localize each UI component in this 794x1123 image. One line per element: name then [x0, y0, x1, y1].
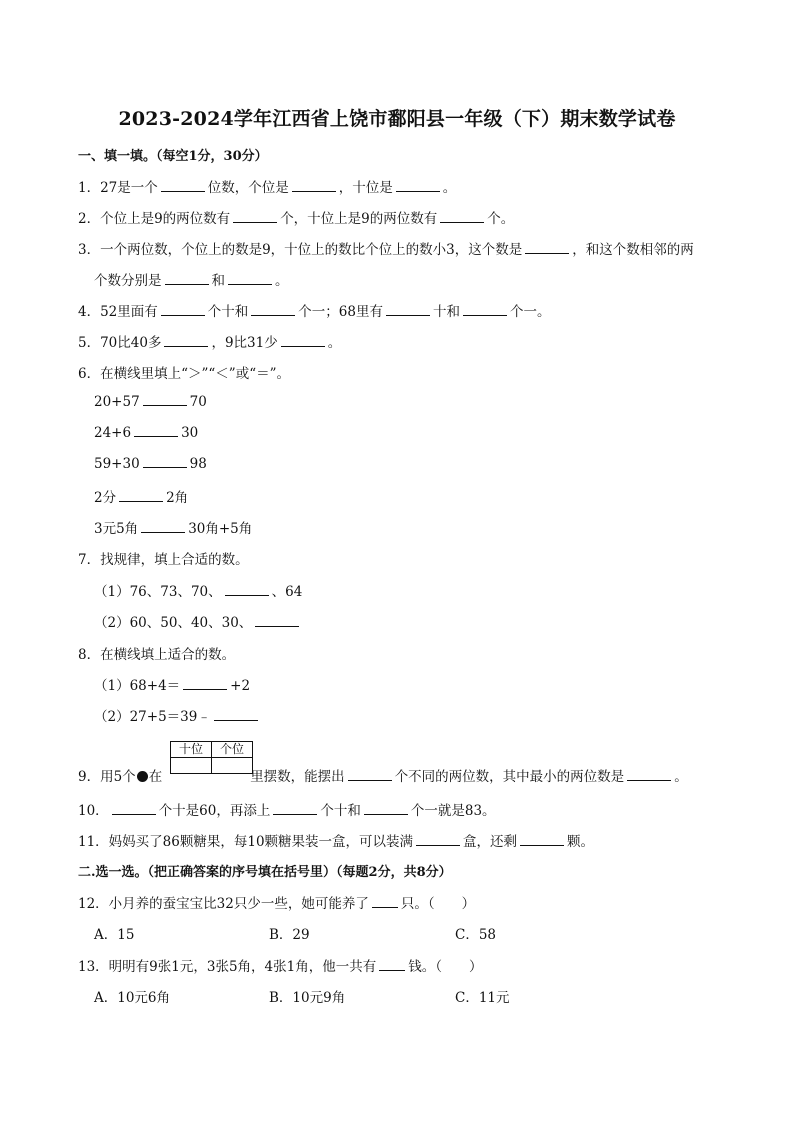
answer-blank[interactable] [386, 303, 430, 316]
option-a[interactable]: A．15 [94, 927, 135, 943]
answer-blank[interactable] [372, 895, 398, 908]
section-1-heading: 一、填一填。（每空1分，30分） [78, 149, 268, 164]
compare-item: 24+6 30 [94, 425, 199, 441]
option-b[interactable]: B．10元9角 [269, 990, 346, 1006]
question-7-title: 7．找规律，填上合适的数。 [78, 552, 249, 568]
option-c[interactable]: C．11元 [455, 990, 510, 1006]
answer-blank[interactable] [255, 614, 299, 627]
answer-blank[interactable] [228, 272, 272, 285]
answer-blank[interactable] [233, 210, 277, 223]
grid-header-tens: 十位 [171, 742, 212, 758]
option-b[interactable]: B．29 [269, 927, 310, 943]
answer-blank[interactable] [463, 303, 507, 316]
answer-blank[interactable] [141, 520, 185, 533]
compare-item: 2分 2角 [94, 490, 189, 506]
answer-blank[interactable] [292, 179, 336, 192]
grid-header-ones: 个位 [212, 742, 253, 758]
answer-blank[interactable] [161, 179, 205, 192]
answer-blank[interactable] [183, 677, 227, 690]
answer-blank[interactable] [364, 802, 408, 815]
answer-blank[interactable] [348, 768, 392, 781]
question-8-title: 8．在横线填上适合的数。 [78, 647, 236, 663]
answer-blank[interactable] [281, 334, 325, 347]
answer-blank[interactable] [525, 241, 569, 254]
question-5: 5．70比40多 ，9比31少 。 [78, 335, 342, 351]
answer-blank[interactable] [134, 424, 178, 437]
question-3: 3．一个两位数，个位上的数是9，十位上的数比个位上的数小3，这个数是 ，和这个数相邻的两 [78, 242, 694, 258]
answer-blank[interactable] [143, 455, 187, 468]
answer-blank[interactable] [520, 833, 564, 846]
answer-blank[interactable] [627, 768, 671, 781]
question-1: 1．27是一个 位数，个位是 ，十位是 。 [78, 180, 457, 196]
answer-blank[interactable] [165, 272, 209, 285]
page-title: 2023-2024学年江西省上饶市鄱阳县一年级（下）期末数学试卷 [118, 108, 676, 130]
equation-item: （2）27+5＝39﹣ [94, 705, 261, 725]
answer-blank[interactable] [225, 583, 269, 596]
answer-blank[interactable] [379, 958, 405, 971]
option-a[interactable]: A．10元6角 [94, 990, 171, 1006]
black-circle-icon [137, 771, 148, 782]
compare-item: 59+30 98 [94, 456, 207, 472]
question-2: 2．个位上是9的两位数有 个，十位上是9的两位数有 个。 [78, 211, 515, 227]
equation-item: （1）68+4＝ +2 [94, 678, 251, 694]
option-c[interactable]: C．58 [455, 927, 497, 943]
answer-blank[interactable] [440, 210, 484, 223]
section-2-heading: 二.选一选。（把正确答案的序号填在括号里）（每题2分，共8分） [78, 865, 452, 880]
answer-blank[interactable] [251, 303, 295, 316]
question-4: 4．52里面有 个十和 个一；68里有 十和 个一。 [78, 304, 551, 320]
question-10: 10． 个十是60，再添上 个十和 个一就是83。 [78, 803, 496, 819]
question-3-cont: 个数分别是 和 。 [94, 273, 289, 289]
pattern-item: （1）76、73、70、 、64 [94, 584, 303, 600]
question-11: 11．妈妈买了86颗糖果，每10颗糖果装一盒，可以装满 盒，还剩 颗。 [78, 834, 595, 850]
answer-blank[interactable] [396, 179, 440, 192]
answer-blank[interactable] [273, 802, 317, 815]
question-12: 12．小月养的蚕宝宝比32只少一些，她可能养了 只。（ ） [78, 896, 476, 912]
question-13: 13．明明有9张1元，3张5角，4张1角，他一共有 钱。（ ） [78, 959, 483, 975]
answer-blank[interactable] [164, 334, 208, 347]
question-6-title: 6．在横线里填上“＞”“＜”或“＝”。 [78, 366, 290, 382]
answer-blank[interactable] [214, 708, 258, 721]
pattern-item: （2）60、50、40、30、 [94, 611, 302, 631]
compare-item: 3元5角 30角+5角 [94, 521, 253, 537]
answer-blank[interactable] [161, 303, 205, 316]
compare-item: 20+57 70 [94, 394, 207, 410]
answer-blank[interactable] [119, 489, 163, 502]
answer-blank[interactable] [416, 833, 460, 846]
question-9: 9．用5个 在 里摆数，能摆出 个不同的两位数，其中最小的两位数是 。 [78, 769, 688, 785]
answer-blank[interactable] [143, 393, 187, 406]
answer-blank[interactable] [112, 802, 156, 815]
